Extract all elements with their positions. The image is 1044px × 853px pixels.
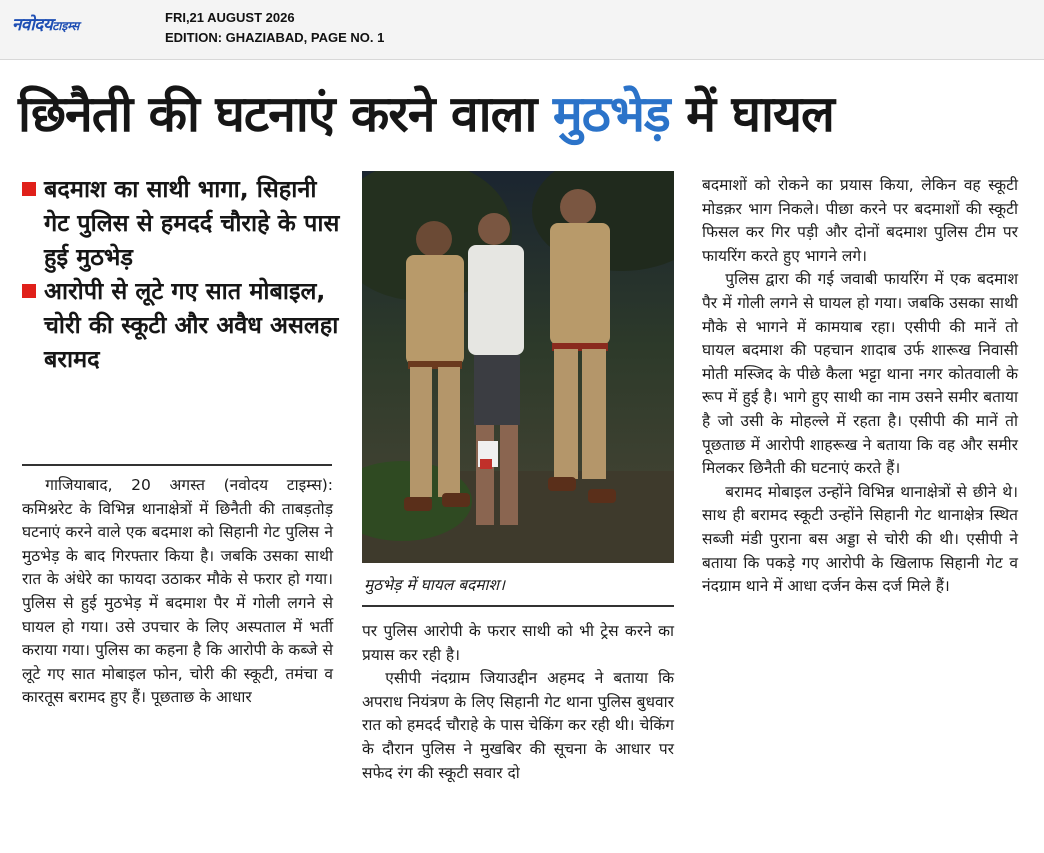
kicker-text: बदमाश का साथी भागा, सिहानी गेट पुलिस से हमदर्द चौराहे के पास हुई मुठभेड़ [44, 175, 340, 271]
date-line: FRI,21 AUGUST 2026 [165, 10, 295, 25]
article-paragraph: एसीपी नंदग्राम जियाउद्दीन अहमद ने बताया कि अपराध नियंत्रण के लिए सिहानी गेट थाना पुलिस बुधवार रात को हमदर्द चौराहे के पास चेकिंग कर रही थी। चेकिंग के दौरान पुलिस ने मुखबिर की सूचना के आधार पर सफेद रंग की स्कूटी सवार दो [362, 669, 674, 782]
edition-line: EDITION: GHAZIABAD, PAGE NO. 1 [165, 30, 385, 45]
kicker-divider [22, 464, 332, 466]
headline-part-2: में घायल [669, 85, 834, 143]
article-column-1 [22, 474, 333, 710]
kicker-text: आरोपी से लूटे गए सात मोबाइल, चोरी की स्कूटी और अवैध असलहा बरामद [44, 277, 339, 373]
news-photo [362, 171, 674, 563]
article-paragraph: बरामद मोबाइल उन्होंने विभिन्न थानाक्षेत्रों से छीने थे। साथ ही बरामद स्कूटी उन्होंने सिहानी गेट थानाक्षेत्र स्थित सब्जी मंडी पुराना बस अड्डा से चोरी की थी। एसीपी ने बताया कि पकड़े गए आरोपी के खिलाफ सिहानी गेट व नंदग्राम थाने में आधा दर्जन केस दर्ज मिले हैं। [702, 482, 1018, 596]
newspaper-logo [12, 12, 140, 35]
kicker-item [22, 274, 340, 376]
masthead-bar [0, 0, 1044, 60]
photo-image-icon [362, 171, 674, 563]
caption-divider [362, 605, 674, 607]
article-column-3 [702, 174, 1018, 599]
kicker-block [22, 172, 340, 376]
red-square-bullet-icon [22, 182, 36, 196]
article-column-2 [362, 620, 674, 785]
article-paragraph: गाजियाबाद, 20 अगस्त (नवोदय टाइम्स): कमिश्नरेट के विभिन्न थानाक्षेत्रों में छिनैती की ताबड़तोड़ घटनाएं करने वाले एक बदमाश को सिहानी गेट पुलिस ने मुठभेड़ के बाद गिरफ्तार किया है। जबकि उसका साथी रात के अंधेरे का फायदा उठाकर मौके से फरार हो गया। पुलिस से हुई मुठभेड़ में बदमाश पैर में गोली लगने से घायल हो गया। उसे उपचार के लिए अस्पताल में भर्ती कराया गया। पुलिस का कहना है कि आरोपी के कब्जे से लूटे गए सात मोबाइल फोन, चोरी की स्कूटी, तमंचा व कारतूस बरामद हुए हैं। पूछताछ के आधार [22, 476, 333, 707]
headline-part-1: छिनैती की घटनाएं करने वाला [18, 85, 553, 143]
kicker-item [22, 172, 340, 274]
article-paragraph: पुलिस द्वारा की गई जवाबी फायरिंग में एक बदमाश पैर में गोली लगने से घायल हो गया। जबकि उसका साथी मौके से भागने में कामयाब रहा। एसीपी की मानें तो घायल बदमाश की पहचान शादाब उर्फ शारूख निवासी मोती मस्जिद के पीछे कैला भट्टा थाना नगर कोतवाली के रूप में हुई है। भागे हुए साथी का नाम उसने समीर बताया है जो उसी के मोहल्ले में रहता है। एसीपी की मानें तो पूछताछ में आरोपी शाहरूख ने बताया कि वह और समीर मिलकर छिनैती की घटनाएं करते हैं। [702, 270, 1018, 478]
headline-highlight: मुठभेड़ [552, 85, 670, 143]
headline [18, 74, 1028, 154]
logo-main-text: नवोदय [12, 15, 53, 35]
logo-sub-text: टाइम्स [52, 19, 80, 33]
article-paragraph: बदमाशों को रोकने का प्रयास किया, लेकिन वह स्कूटी मोडक़र भाग निकले। पीछा करने पर बदमाशों की स्कूटी फिसल कर गिर पड़ी और दोनों बदमाश पुलिस टीम पर फायरिंग करते हुए भागने लगे। [702, 176, 1018, 265]
photo-caption: मुठभेड़ में घायल बदमाश। [364, 576, 505, 594]
red-square-bullet-icon [22, 284, 36, 298]
article-paragraph: पर पुलिस आरोपी के फरार साथी को भी ट्रेस करने का प्रयास कर रही है। [362, 622, 674, 664]
edition-info [165, 8, 384, 48]
